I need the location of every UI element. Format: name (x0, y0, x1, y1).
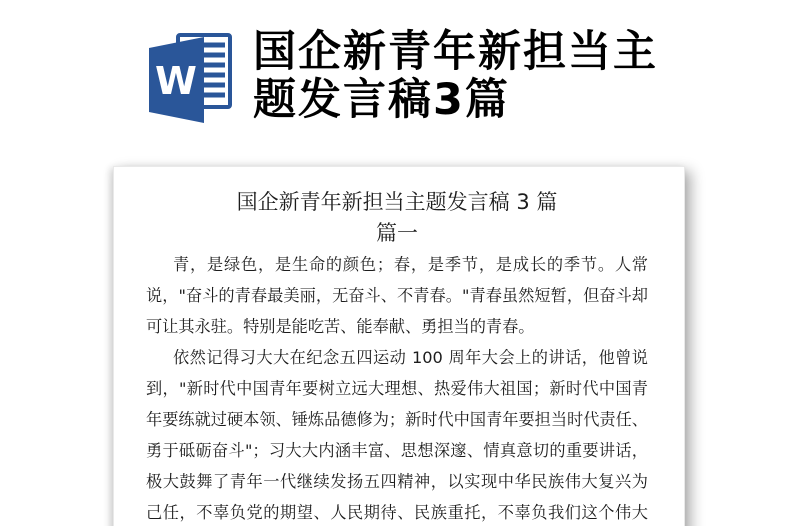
page-title-line1: 国企新青年新担当主 (253, 27, 658, 77)
document-page (113, 166, 685, 526)
paragraph-2-line-6: 己任，不辜负党的期望、人民期待、民族重托，不辜负我们这个伟大 (146, 503, 648, 522)
document-body (146, 249, 648, 526)
paragraph-2-line-4: 勇于砥砺奋斗"；习大大内涵丰富、思想深邃、情真意切的重要讲话， (146, 441, 648, 460)
paragraph-2-line-2: 到，"新时代中国青年要树立远大理想、热爱伟大祖国；新时代中国青 (146, 379, 648, 398)
paragraph-1-line-1: 青，是绿色，是生命的颜色；春，是季节，是成长的季节。人常 (173, 255, 648, 274)
paragraph-1 (146, 249, 648, 342)
document-section-heading: 篇一 (376, 221, 418, 245)
document-title: 国企新青年新担当主题发言稿 3 篇 (236, 190, 558, 214)
paragraph-1-line-3: 可让其永驻。特别是能吃苦、能奉献、勇担当的青春。 (146, 317, 535, 336)
page-title (253, 28, 658, 124)
page-title-line2: 题发言稿3篇 (253, 75, 510, 125)
paragraph-2-line-1: 依然记得习大大在纪念五四运动 100 周年大会上的讲话，他曾说 (173, 348, 648, 367)
paragraph-2-line-3: 年要练就过硬本领、锤炼品德修为；新时代中国青年要担当时代责任、 (146, 410, 648, 429)
paragraph-1-line-2: 说，"奋斗的青春最美丽，无奋斗、不青春。"青春虽然短暂，但奋斗却 (146, 286, 648, 305)
word-icon (146, 32, 236, 124)
paragraph-2 (146, 342, 648, 526)
paragraph-2-line-5: 极大鼓舞了青年一代继续发扬五四精神，以实现中华民族伟大复兴为 (146, 472, 648, 491)
word-icon-graphic (146, 32, 236, 124)
word-icon-letter: W (155, 59, 197, 103)
